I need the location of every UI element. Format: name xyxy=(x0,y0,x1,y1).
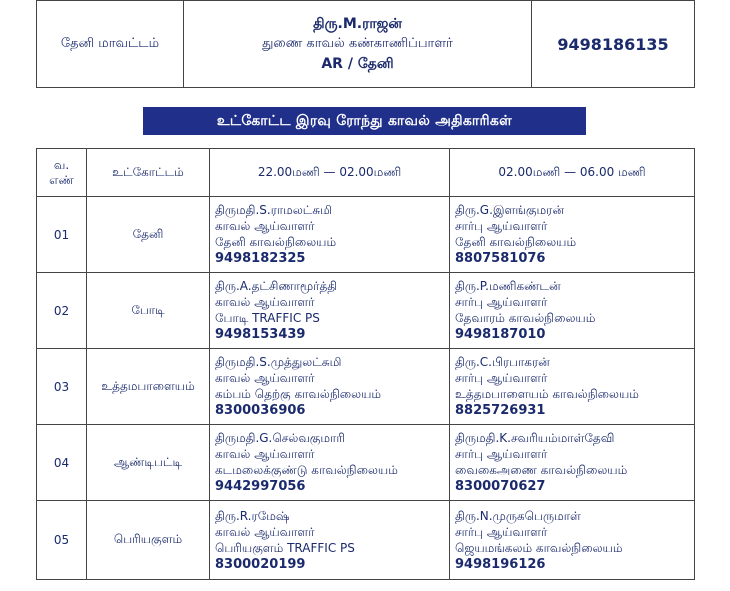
header-shift-2: 02.00மணி — 06.00 மணி xyxy=(450,149,695,197)
officer-phone: 9498182325 xyxy=(215,251,306,266)
supervising-officer-phone: 9498186135 xyxy=(532,1,695,88)
district-name: தேனி மாவட்டம் xyxy=(37,1,184,88)
row-subdivision: உத்தமபாளையம் xyxy=(87,349,210,425)
officer-rank: காவல் ஆய்வாளர் xyxy=(215,371,315,385)
officer-phone: 8300070627 xyxy=(455,479,546,494)
officer-phone: 9498196126 xyxy=(455,556,546,572)
row-serial-number: 04 xyxy=(37,425,87,501)
officer-station: ஜெயமங்கலம் காவல்நிலையம் xyxy=(455,540,623,555)
officer-name: திருமதி.S.முத்துலட்சுமி xyxy=(215,355,342,369)
top-officer-table xyxy=(36,0,695,88)
officer-station: கடமலைக்குண்டு காவல்நிலையம் xyxy=(215,463,398,477)
header-serial-number xyxy=(37,149,87,197)
table-row xyxy=(37,197,695,273)
row-serial-number: 02 xyxy=(37,273,87,349)
supervising-officer-name: திரு.M.ராஜன் xyxy=(313,16,402,32)
header-subdivision: உட்கோட்டம் xyxy=(87,149,210,197)
shift-1-officer xyxy=(210,349,450,425)
header-shift-1: 22.00மணி — 02.00மணி xyxy=(210,149,450,197)
shift-1-officer xyxy=(210,501,450,580)
officer-phone: 9498153439 xyxy=(215,327,306,342)
officer-phone: 8300036906 xyxy=(215,403,306,418)
officer-rank: சார்பு ஆய்வாளர் xyxy=(455,219,548,233)
shift-2-officer xyxy=(450,501,695,580)
officer-name: திருமதி.G.செல்வகுமாரி xyxy=(215,431,345,445)
night-patrol-table xyxy=(36,148,695,580)
officer-name: திரு.C.பிரபாகரன் xyxy=(455,355,550,369)
officer-rank: சார்பு ஆய்வாளர் xyxy=(455,371,548,385)
top-officer-row xyxy=(37,1,695,88)
officer-rank: சார்பு ஆய்வாளர் xyxy=(455,447,548,461)
shift-2-officer xyxy=(450,349,695,425)
shift-1-officer xyxy=(210,197,450,273)
officer-station: உத்தமபாளையம் காவல்நிலையம் xyxy=(455,387,639,401)
row-subdivision: பெரியகுளம் xyxy=(87,501,210,580)
shift-2-officer xyxy=(450,425,695,501)
officer-rank: காவல் ஆய்வாளர் xyxy=(215,219,315,233)
officer-rank: காவல் ஆய்வாளர் xyxy=(215,295,315,309)
table-row xyxy=(37,501,695,580)
shift-1-officer xyxy=(210,273,450,349)
section-title-banner: உட்கோட்ட இரவு ரோந்து காவல் அதிகாரிகள் xyxy=(143,107,586,135)
row-serial-number: 03 xyxy=(37,349,87,425)
officer-phone: 8300020199 xyxy=(215,556,306,572)
officer-station: பெரியகுளம் TRAFFIC PS xyxy=(215,540,355,555)
officer-station: தேவாரம் காவல்நிலையம் xyxy=(455,311,596,325)
officer-rank: சார்பு ஆய்வாளர் xyxy=(455,524,548,539)
officer-name: திருமதி.S.ராமலட்சுமி xyxy=(215,203,332,217)
officer-station: கம்பம் தெற்கு காவல்நிலையம் xyxy=(215,387,382,401)
officer-phone: 8807581076 xyxy=(455,251,546,266)
officer-name: திருமதி.K.சவரியம்மாள்தேவி xyxy=(455,431,615,445)
officer-phone: 9498187010 xyxy=(455,327,546,342)
shift-2-officer xyxy=(450,273,695,349)
officer-name: திரு.G.இளங்குமரன் xyxy=(455,203,564,217)
officer-rank: காவல் ஆய்வாளர் xyxy=(215,447,315,461)
table-row xyxy=(37,273,695,349)
row-subdivision: தேனி xyxy=(87,197,210,273)
header-serial-number-line1: வ. xyxy=(53,157,70,172)
officer-phone: 9442997056 xyxy=(215,479,306,494)
table-header-row xyxy=(37,149,695,197)
header-serial-number-line2: எண் xyxy=(49,172,74,187)
officer-phone: 8825726931 xyxy=(455,403,546,418)
supervising-officer-unit: AR / தேனி xyxy=(321,56,394,72)
officer-name: திரு.N.முருகபெருமாள் xyxy=(455,508,581,523)
officer-station: தேனி காவல்நிலையம் xyxy=(455,235,577,249)
table-row xyxy=(37,425,695,501)
row-subdivision: ஆண்டிபட்டி xyxy=(87,425,210,501)
officer-station: தேனி காவல்நிலையம் xyxy=(215,235,337,249)
officer-name: திரு.A.தட்சிணாமூர்த்தி xyxy=(215,279,338,293)
row-serial-number: 01 xyxy=(37,197,87,273)
officer-rank: சார்பு ஆய்வாளர் xyxy=(455,295,548,309)
row-serial-number: 05 xyxy=(37,501,87,580)
officer-name: திரு.R.ரமேஷ் xyxy=(215,508,290,523)
table-row xyxy=(37,349,695,425)
row-subdivision: போடி xyxy=(87,273,210,349)
supervising-officer-designation: துணை காவல் கண்காணிப்பாளர் xyxy=(262,36,453,51)
officer-name: திரு.P.மணிகண்டன் xyxy=(455,279,561,293)
shift-2-officer xyxy=(450,197,695,273)
shift-1-officer xyxy=(210,425,450,501)
supervising-officer xyxy=(184,1,532,88)
officer-rank: காவல் ஆய்வாளர் xyxy=(215,524,315,539)
officer-station: வைகைஅணை காவல்நிலையம் xyxy=(455,463,628,477)
officer-station: போடி TRAFFIC PS xyxy=(215,311,320,325)
